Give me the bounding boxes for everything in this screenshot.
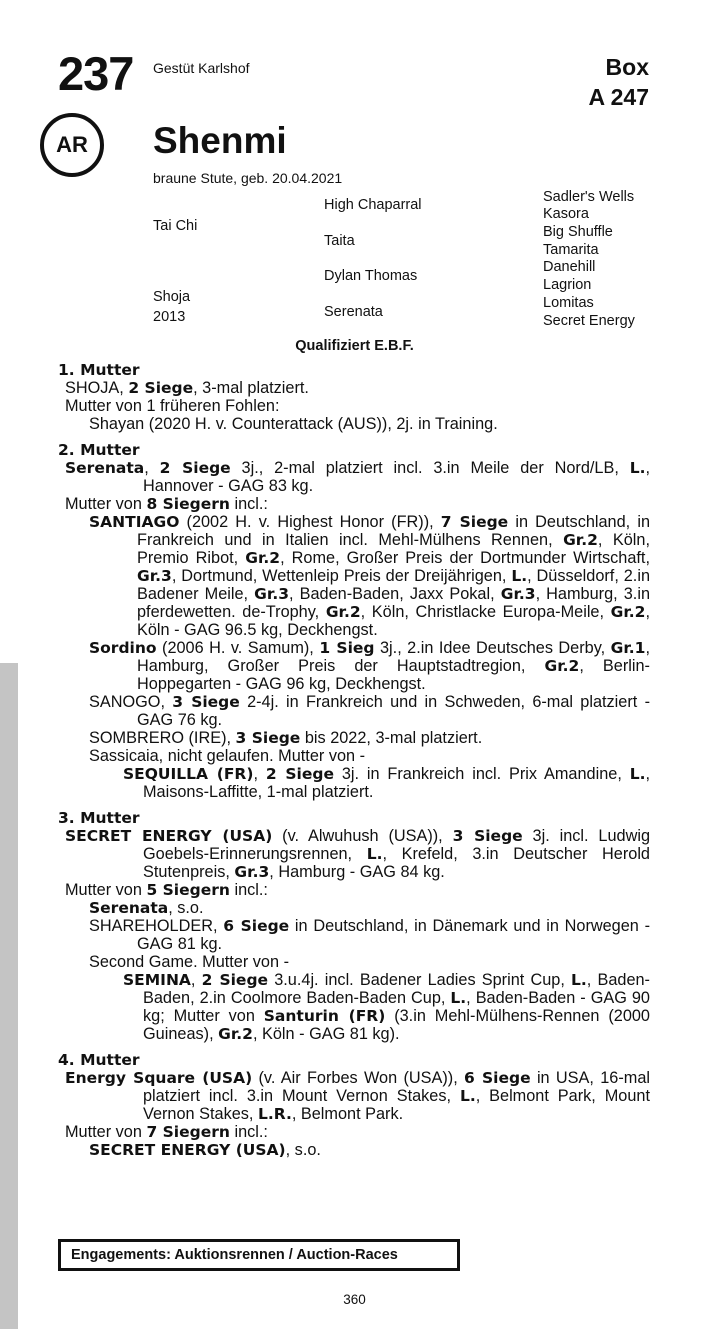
section-heading: 4. Mutter [58, 1051, 140, 1069]
page-number: 360 [343, 1292, 366, 1307]
pedigree-gen3: Lagrion [543, 277, 592, 293]
dam-entry: SECRET ENERGY (USA) (v. Alwuhush (USA)), 3 Siege 3j. incl. Ludwig Goebels-Erinnerungsrennen, L., Krefeld, 3.in Deutscher Herold Stutenpreis, Gr.3, Hamburg - GAG 84 kg. [65, 827, 650, 881]
box-number: A 247 [588, 84, 649, 110]
horse-name: Shenmi [153, 120, 287, 161]
lot-number: 237 [58, 47, 134, 100]
offspring-entry: SANTIAGO (2002 H. v. Highest Honor (FR)), 7 Siege in Deutschland, in Frankreich und in Italien incl. Mehl-Mülhens Rennen, Gr.2, Köln, Premio Ribot, Gr.2, Rome, Großer Preis der Dortmunder Wirtschaft, Gr.3, Dortmund, Wettenleip Preis der Dreijährigen, L., Düsseldorf, 2.in Badener Meile, Gr.3, Baden-Baden, Jaxx Pokal, Gr.3, Hamburg, 3.in pferdewetten. de-Trophy, Gr.2, Köln, Christlacke Europa-Meile, Gr.2, Köln - GAG 96.5 kg, Deckhengst. [89, 513, 651, 639]
pedigree-gen3: Lomitas [543, 295, 594, 311]
winners-intro: Mutter von 7 Siegern incl.: [65, 1123, 268, 1141]
grand-offspring-entry: SEMINA, 2 Siege 3.u.4j. incl. Badener Ladies Sprint Cup, L., Baden-Baden, 2.in Coolmore Baden-Baden Cup, L., Baden-Baden - GAG 90 kg; Mutter von Santurin (FR) (3.in Mehl-Mülhens-Rennen (2000 Guineas), Gr.2, Köln - GAG 81 kg). [123, 971, 650, 1043]
pedigree-gen2: Dylan Thomas [324, 268, 418, 284]
section-heading: 2. Mutter [58, 441, 140, 459]
engagements-box: Engagements: Auktionsrennen / Auction-Races [58, 1239, 460, 1271]
pedigree-dam: Shoja [153, 289, 191, 305]
pedigree-gen3: Sadler's Wells [543, 189, 635, 205]
dam-entry: SHOJA, 2 Siege, 3-mal platziert. [65, 379, 309, 397]
grand-offspring-entry: SEQUILLA (FR), 2 Siege 3j. in Frankreich incl. Prix Amandine, L., Maisons-Laffitte, 1-mal platziert. [123, 765, 651, 801]
winners-intro: Mutter von 8 Siegern incl.: [65, 495, 268, 513]
pedigree-gen2: High Chaparral [324, 197, 422, 213]
foal-entry: Shayan (2020 H. v. Counterattack (AUS)), 2j. in Training. [89, 415, 498, 433]
pedigree-gen3: Tamarita [543, 242, 599, 258]
consignor: Gestüt Karlshof [153, 60, 250, 76]
section-heading: 3. Mutter [58, 809, 140, 827]
pedigree-dam-year: 2013 [153, 309, 186, 325]
pedigree-gen3: Big Shuffle [543, 224, 613, 240]
side-margin-bar [0, 663, 18, 1329]
pedigree-notes [58, 361, 650, 1159]
offspring-entry: SOMBRERO (IRE), 3 Siege bis 2022, 3-mal platziert. [89, 729, 483, 747]
box-label: Box [605, 54, 649, 80]
offspring-entry: Second Game. Mutter von - [89, 953, 289, 971]
offspring-entry: SANOGO, 3 Siege 2-4j. in Frankreich und in Schweden, 6-mal platziert - GAG 76 kg. [89, 693, 650, 729]
offspring-entry: SECRET ENERGY (USA), s.o. [89, 1141, 321, 1159]
pedigree-gen3: Secret Energy [543, 313, 635, 329]
dam-entry: Energy Square (USA) (v. Air Forbes Won (USA)), 6 Siege in USA, 16-mal platziert incl. 3.in Mount Vernon Stakes, L., Belmont Park, Mount Vernon Stakes, L.R., Belmont Park. [65, 1069, 651, 1123]
section-heading: 1. Mutter [58, 361, 140, 379]
pedigree-gen2: Taita [324, 233, 355, 249]
horse-description: braune Stute, geb. 20.04.2021 [153, 170, 343, 186]
offspring-entry: Serenata, s.o. [89, 899, 204, 917]
winners-intro: Mutter von 5 Siegern incl.: [65, 881, 268, 899]
qualification-note: Qualifiziert E.B.F. [295, 338, 414, 354]
pedigree-gen3: Danehill [543, 259, 596, 275]
foals-intro: Mutter von 1 früheren Fohlen: [65, 397, 280, 415]
offspring-entry: SHAREHOLDER, 6 Siege in Deutschland, in Dänemark und in Norwegen - GAG 81 kg. [89, 917, 651, 953]
offspring-entry: Sordino (2006 H. v. Samum), 1 Sieg 3j., 2.in Idee Deutsches Derby, Gr.1, Hamburg, Großer Preis der Hauptstadtregion, Gr.2, Berlin-Hoppegarten - GAG 96 kg, Deckhengst. [89, 639, 651, 693]
pedigree-gen2: Serenata [324, 304, 383, 320]
pedigree-sire: Tai Chi [153, 218, 198, 234]
ar-badge: AR [40, 113, 104, 177]
offspring-entry: Sassicaia, nicht gelaufen. Mutter von - [89, 747, 366, 765]
pedigree-gen3: Kasora [543, 206, 589, 222]
dam-entry: Serenata, 2 Siege 3j., 2-mal platziert incl. 3.in Meile der Nord/LB, L., Hannover - GAG 83 kg. [65, 459, 650, 495]
